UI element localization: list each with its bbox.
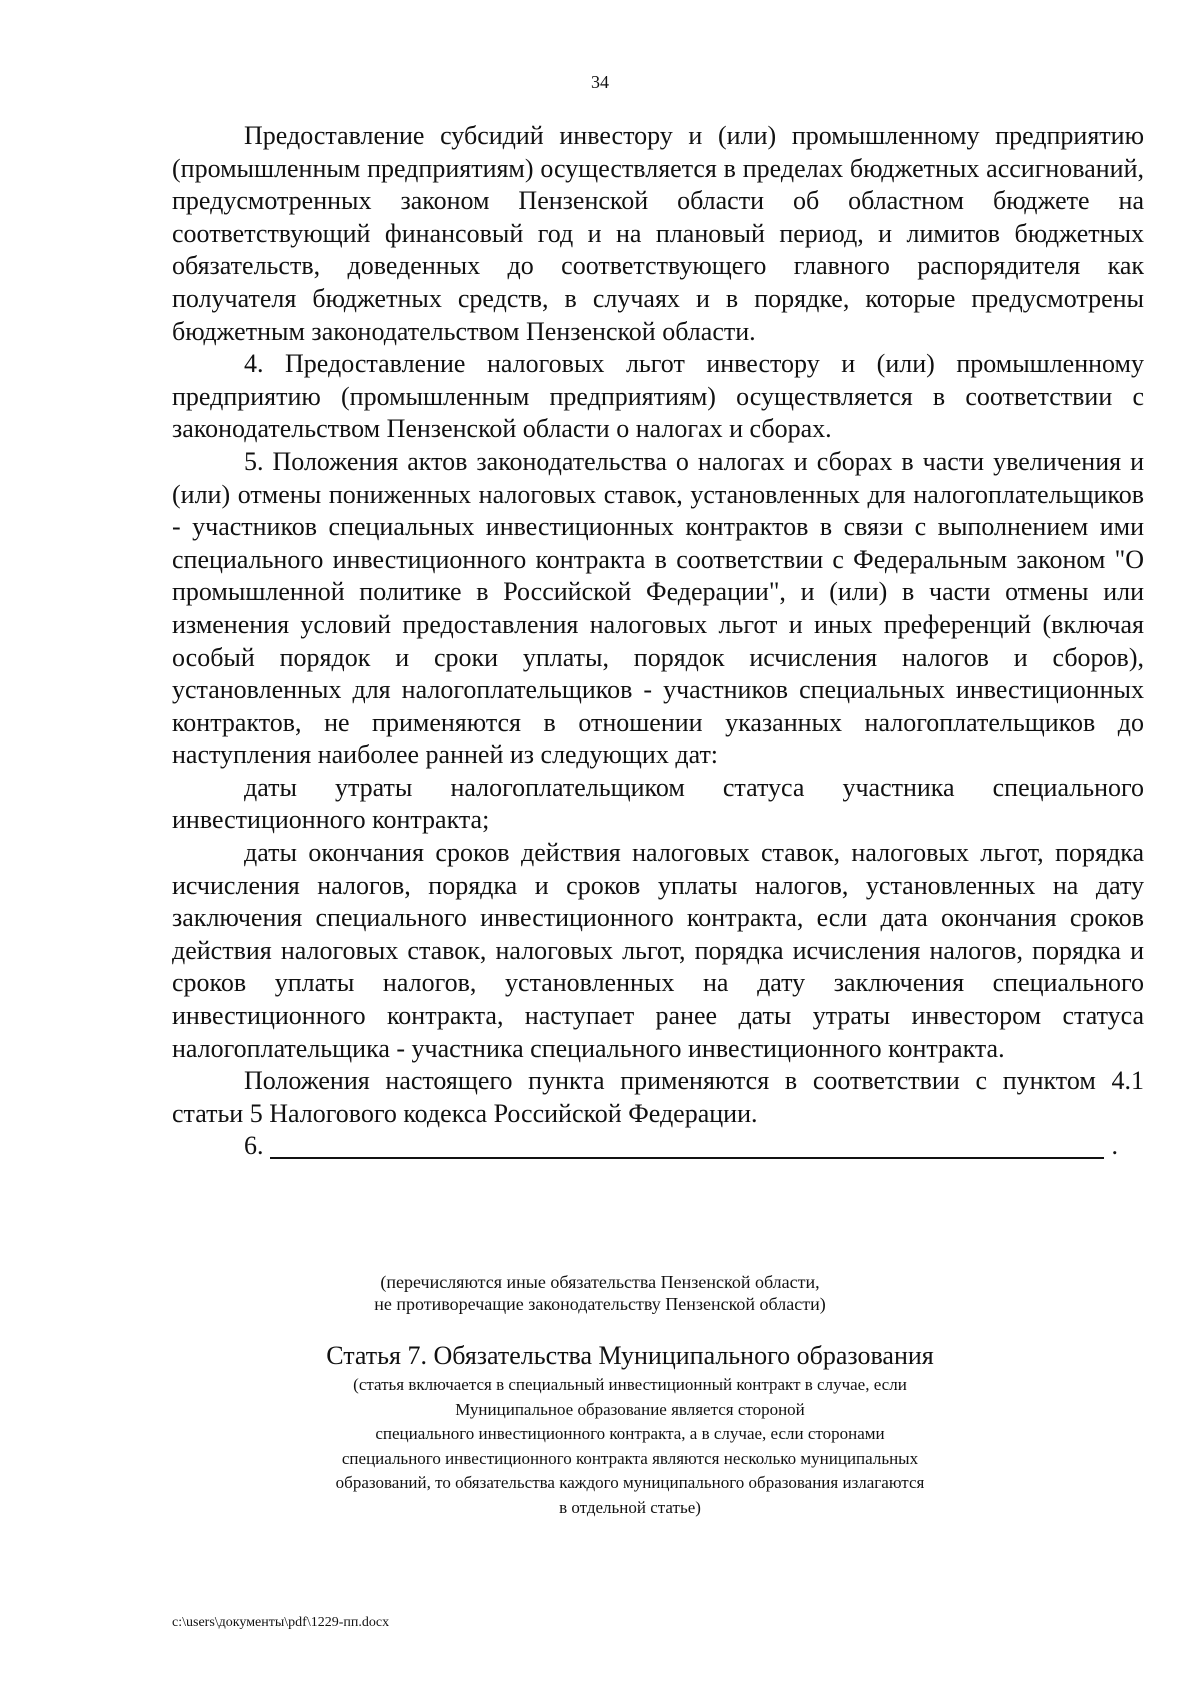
item-6-number: 6. xyxy=(244,1131,264,1161)
article-7-note xyxy=(0,1373,1200,1521)
article-7-note-line: образований, то обязательства каждого муниципального образования излагаются xyxy=(335,1473,925,1493)
footer-file-path: c:\users\документы\pdf\1229-пп.docx xyxy=(172,1615,390,1630)
item-6-note-line-1: (перечисляются иные обязательства Пензенской области, xyxy=(380,1272,820,1292)
paragraph-subsidies: Предоставление субсидий инвестору и (или) промышленному предприятию (промышленным предприятиям) осуществляется в пределах бюджетных ассигнований, предусмотренных законом Пензенской области об областном бюджете на соответствующий финансовый год и на плановый период, и лимитов бюджетных обязательств, доведенных до соответствующего главного распорядителя как получателя бюджетных средств, в случаях и в порядке, которые предусмотрены бюджетным законодательством Пензенской области. xyxy=(172,121,1144,346)
article-7-note-line: Муниципальное образование является стороной xyxy=(455,1399,805,1419)
article-7-note-line: в отдельной статье) xyxy=(559,1497,701,1517)
article-7-note-line: специального инвестиционного контракта являются несколько муниципальных xyxy=(341,1448,919,1468)
paragraph-item-4: 4. Предоставление налоговых льгот инвестору и (или) промышленному предприятию (промышленным предприятиям) осуществляется в соответствии с законодательством Пензенской области о налогах и сборах. xyxy=(172,349,1144,444)
paragraph-date-status-loss: даты утраты налогоплательщиком статуса участника специального инвестиционного контракта; xyxy=(172,772,1144,835)
item-6-blank xyxy=(172,1130,1144,1164)
article-7-title: Статья 7. Обязательства Муниципального образования xyxy=(326,1341,934,1370)
item-6-fill-line xyxy=(270,1157,1104,1159)
article-7-note-line: специального инвестиционного контракта, а в случае, если сторонами xyxy=(375,1424,885,1444)
paragraph-item-5: 5. Положения актов законодательства о налогах и сборах в части увеличения и (или) отмены пониженных налоговых ставок, установленных для налогоплательщиков - участников специальных инвестиционных контрактов в связи с выполнением ими специального инвестиционного контракта в соответствии с Федеральным законом "О промышленной политике в Российской Федерации", и (или) в части отмены или изменения условий предоставления налоговых льгот и иных преференций (включая особый порядок и сроки уплаты, порядок исчисления налогов и сборов), установленных для налогоплательщиков - участников специальных инвестиционных контрактов, не применяются в отношении указанных налогоплательщиков до наступления наиболее ранней из следующих дат: xyxy=(172,446,1144,770)
document-body xyxy=(172,120,1144,1164)
paragraph-tax-code-reference: Положения настоящего пункта применяются в соответствии с пунктом 4.1 статьи 5 Налогового кодекса Российской Федерации. xyxy=(172,1066,1144,1128)
page-number: 34 xyxy=(591,72,609,92)
item-6-note-line-2: не противоречащие законодательству Пензенской области) xyxy=(374,1294,826,1314)
article-7-note-line: (статья включается в специальный инвестиционный контракт в случае, если xyxy=(353,1375,907,1394)
paragraph-date-terms-end: даты окончания сроков действия налоговых ставок, налоговых льгот, порядка исчисления налогов, порядка и сроков уплаты налогов, установленных на дату заключения специального инвестиционного контракта, если дата окончания сроков действия налоговых ставок, налоговых льгот, порядка исчисления налогов, порядка и сроков уплаты налогов, установленных на дату заключения специального инвестиционного контракта, наступает ранее даты утраты инвестором статуса налогоплательщика - участника специального инвестиционного контракта. xyxy=(172,838,1144,1063)
item-6-end-dot: . xyxy=(1111,1131,1118,1161)
